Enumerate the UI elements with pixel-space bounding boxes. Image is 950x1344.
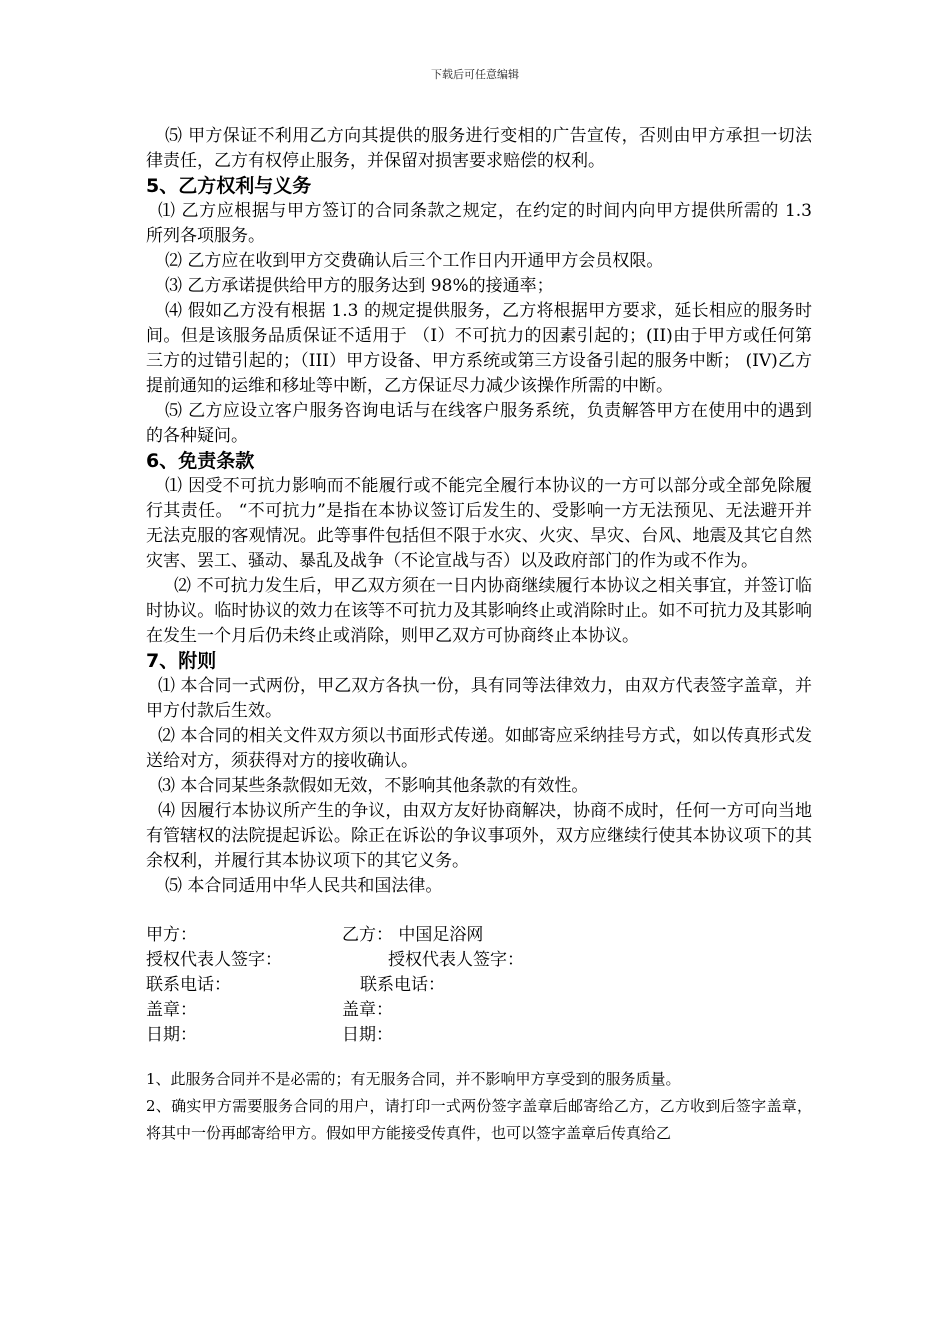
section-heading: 5、乙方权利与义务 — [146, 175, 312, 197]
clause-paragraph: ⑶ 本合同某些条款假如无效，不影响其他条款的有效性。 — [158, 776, 589, 796]
party-b-field: 盖章： — [342, 1000, 393, 1020]
document-body — [146, 124, 812, 1147]
clause-paragraph: ⑸ 本合同适用中华人民共和国法律。 — [165, 876, 443, 896]
clause-paragraph: ⑶ 乙方承诺提供给甲方的服务达到 98%的接通率； — [165, 276, 554, 296]
signature-block — [146, 923, 812, 1048]
clause-paragraph: ⑵ 本合同的相关文件双方须以书面形式传递。如邮寄应采纳挂号方式，如以传真形式发送给对方，须获得对方的接收确认。 — [146, 726, 812, 771]
party-a-field: 甲方： — [146, 925, 197, 945]
party-b-field: 联系电话： — [360, 975, 445, 995]
clause-paragraph: ⑸ 乙方应设立客户服务咨询电话与在线客户服务系统，负责解答甲方在使用中的遇到的各种疑问。 — [146, 401, 812, 446]
clause-paragraph: ⑷ 假如乙方没有根据 1.3 的规定提供服务，乙方将根据甲方要求，延长相应的服务时间。但是该服务品质保证不适用于 （I）不可抗力的因素引起的；(II)由于甲方或任何第三方的过错引起的；（III）甲方设备、甲方系统或第三方设备引起的服务中断； (IV)乙方提前通知的运维和移址等中断，乙方保证尽力减少该操作所需的中断。 — [146, 301, 812, 396]
contract-clauses — [146, 124, 812, 899]
clause-paragraph: ⑵ 乙方应在收到甲方交费确认后三个工作日内开通甲方会员权限。 — [165, 251, 664, 271]
party-a-field: 授权代表人签字： — [146, 950, 282, 970]
section-heading: 7、附则 — [146, 650, 217, 672]
party-a-field: 盖章： — [146, 1000, 197, 1020]
signature-row — [146, 998, 812, 1023]
clause-paragraph: ⑴ 因受不可抗力影响而不能履行或不能完全履行本协议的一方可以部分或全部免除履行其责任。 “不可抗力”是指在本协议签订后发生的、受影响一方无法预见、无法避开并无法克服的客观情况。此等事件包括但不限于水灾、火灾、旱灾、台风、地震及其它自然灾害、罢工、骚动、暴乱及战争（不论宣战与否）以及政府部门的作为或不作为。 — [146, 476, 812, 571]
signature-row — [146, 948, 812, 973]
party-a-field: 联系电话： — [146, 975, 231, 995]
footnote: 1、此服务合同并不是必需的；有无服务合同，并不影响甲方享受到的服务质量。 — [146, 1070, 681, 1088]
signature-row — [146, 1023, 812, 1048]
party-b-field: 授权代表人签字： — [388, 950, 524, 970]
party-b-field: 乙方： 中国足浴网 — [342, 925, 484, 945]
signature-row — [146, 973, 812, 998]
clause-paragraph: ⑷ 因履行本协议所产生的争议，由双方友好协商解决，协商不成时，任何一方可向当地有管辖权的法院提起诉讼。除正在诉讼的争议事项外，双方应继续行使其本协议项下的其余权利，并履行其本协议项下的其它义务。 — [146, 801, 812, 871]
clause-paragraph: ⑸ 甲方保证不利用乙方向其提供的服务进行变相的广告宣传，否则由甲方承担一切法律责任，乙方有权停止服务，并保留对损害要求赔偿的权利。 — [146, 126, 812, 171]
party-b-field: 日期： — [342, 1025, 393, 1045]
section-heading: 6、免责条款 — [146, 450, 255, 472]
clause-paragraph: ⑴ 乙方应根据与甲方签订的合同条款之规定，在约定的时间内向甲方提供所需的 1.3 所列各项服务。 — [146, 201, 812, 246]
footnotes — [146, 1066, 812, 1147]
party-a-field: 日期： — [146, 1025, 197, 1045]
clause-paragraph: ⑵ 不可抗力发生后，甲乙双方须在一日内协商继续履行本协议之相关事宜，并签订临时协议。临时协议的效力在该等不可抗力及其影响终止或消除时止。如不可抗力及其影响在发生一个月后仍未终止或消除，则甲乙双方可协商终止本协议。 — [146, 576, 812, 646]
clause-paragraph: ⑴ 本合同一式两份，甲乙双方各执一份，具有同等法律效力，由双方代表签字盖章，并甲方付款后生效。 — [146, 676, 812, 721]
signature-row — [146, 923, 812, 948]
footnote: 2、确实甲方需要服务合同的用户，请打印一式两份签字盖章后邮寄给乙方，乙方收到后签字盖章，将其中一份再邮寄给甲方。假如甲方能接受传真件，也可以签字盖章后传真给乙 — [146, 1097, 812, 1142]
page-header: 下载后可任意编辑 — [431, 68, 519, 81]
